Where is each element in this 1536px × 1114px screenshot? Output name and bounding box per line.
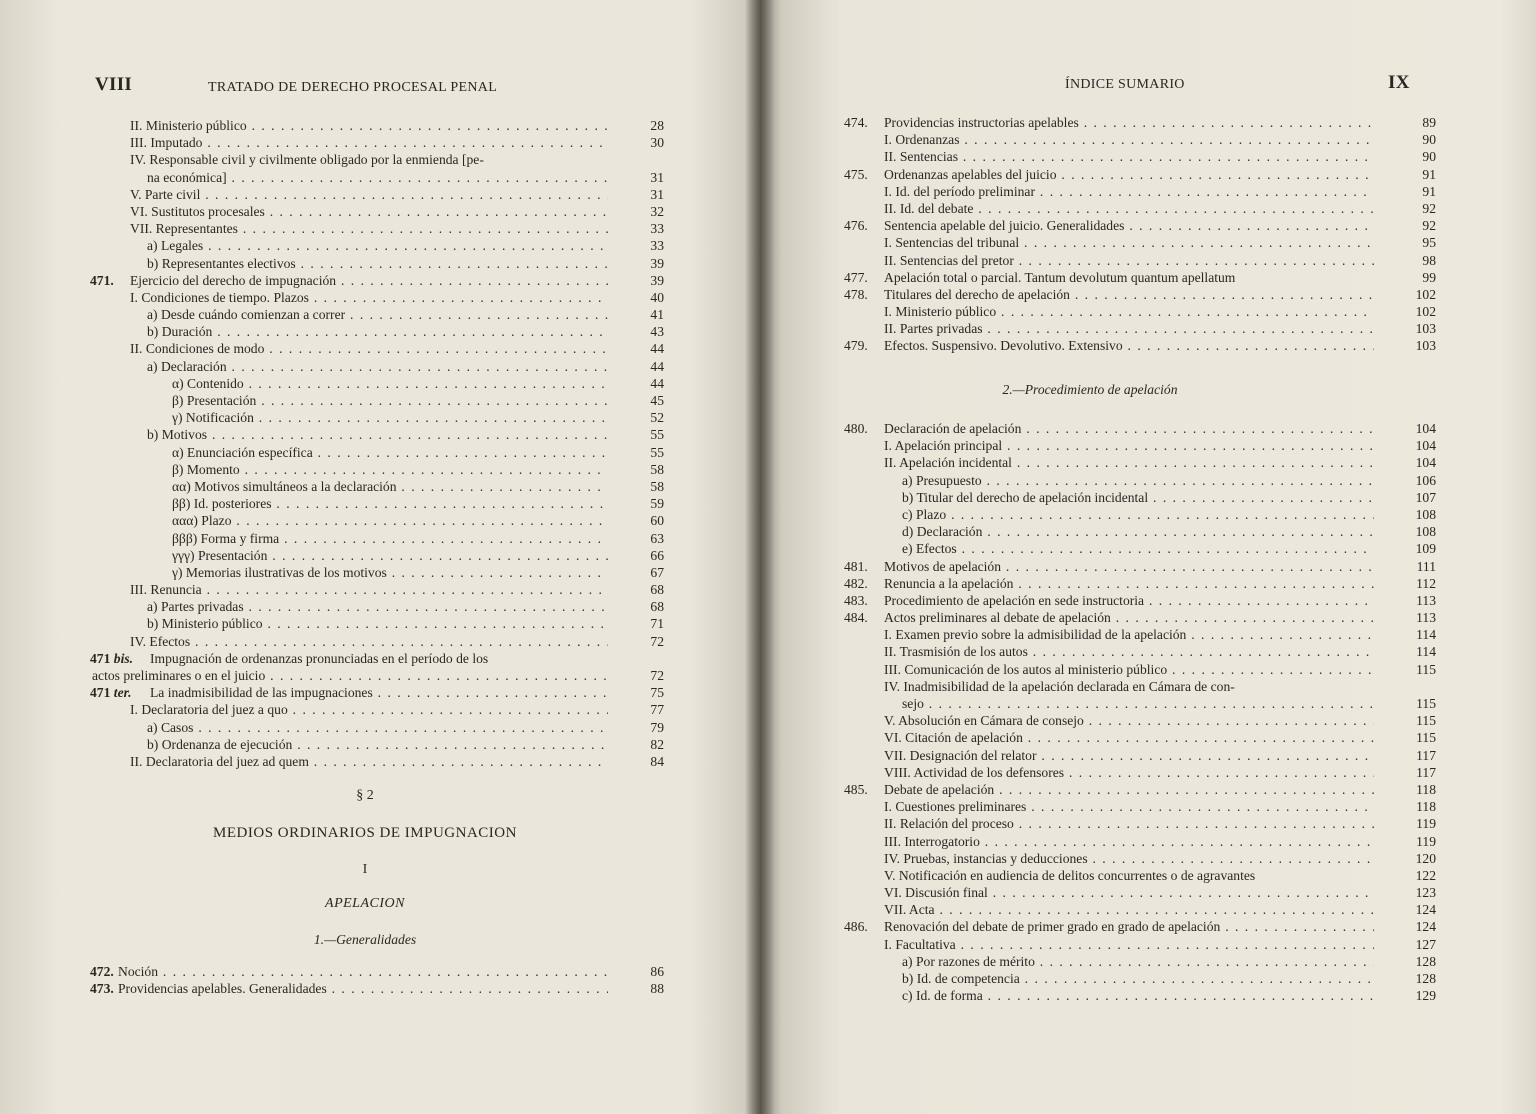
- toc-entry-page: 123: [1415, 885, 1436, 901]
- toc-entry-title: Titulares del derecho de apelación . . .: [884, 286, 1374, 303]
- toc-entry-page: 111: [1416, 558, 1436, 574]
- toc-entry-title: II. Partes privadas . . .: [884, 320, 1374, 337]
- toc-entry-title: La inadmisibilidad de las impugnaciones . . .: [150, 684, 608, 701]
- toc-entry-title: IV. Pruebas, instancias y deducciones . . .: [884, 850, 1374, 867]
- toc-entry-number: 480.: [844, 421, 868, 436]
- toc-entry-title: Actos preliminares al debate de apelación . . .: [884, 609, 1374, 626]
- toc-entry: [844, 558, 1436, 575]
- toc-entry-page: 66: [650, 547, 664, 563]
- toc-entry-title: V. Absolución en Cámara de consejo . . .: [884, 712, 1374, 729]
- toc-entry-page: 44: [650, 358, 664, 374]
- left-page: [0, 0, 760, 1114]
- right-page-number: IX: [1388, 72, 1410, 93]
- toc-entry-page: 102: [1415, 286, 1436, 302]
- toc-entry: [90, 220, 665, 237]
- toc-entry: [844, 953, 1436, 970]
- toc-entry: [844, 798, 1436, 815]
- toc-entry-number: 483.: [844, 592, 868, 608]
- toc-entry: [844, 200, 1436, 217]
- toc-entry-title: a) Por razones de mérito . . .: [902, 953, 1374, 970]
- toc-entry: [90, 392, 665, 409]
- toc-entry-page: 44: [650, 341, 664, 357]
- toc-entry-title: IV. Efectos . . .: [130, 633, 608, 650]
- toc-entry-page: 115: [1416, 661, 1436, 677]
- toc-entry: [844, 217, 1436, 234]
- toc-entry-title: I. Cuestiones preliminares . . .: [884, 798, 1374, 815]
- toc-entry-page: 41: [650, 307, 664, 323]
- toc-entry: [90, 255, 665, 272]
- toc-entry-number: 486.: [844, 919, 868, 935]
- toc-entry-number: 471 bis.: [90, 650, 134, 666]
- roman-heading: I: [362, 862, 368, 877]
- toc-entry: [90, 963, 665, 980]
- toc-entry-page: 117: [1416, 764, 1436, 780]
- toc-entry-title: β) Presentación . . .: [172, 392, 608, 409]
- toc-entry-page: 108: [1415, 506, 1436, 522]
- toc-entry: [90, 186, 665, 203]
- toc-entry-title: II. Sentencias . . .: [884, 148, 1374, 165]
- toc-entry: [844, 850, 1436, 867]
- toc-entry-page: 124: [1415, 919, 1436, 935]
- toc-entry: [844, 437, 1436, 454]
- toc-entry-title: Declaración de apelación . . .: [884, 420, 1374, 437]
- subchapter-2-title: 2.—Procedimiento de apelación: [1002, 382, 1178, 397]
- toc-entry: [844, 183, 1436, 200]
- toc-entry-page: 113: [1416, 592, 1436, 608]
- toc-entry-title: a) Presupuesto . . .: [902, 472, 1374, 489]
- toc-entry-page: 115: [1416, 696, 1436, 711]
- toc-entry-number: 477.: [844, 269, 868, 285]
- toc-entry: [90, 512, 665, 529]
- toc-entry-page: 63: [650, 530, 664, 546]
- toc-entry-title: γγγ) Presentación . . .: [172, 547, 608, 564]
- toc-entry-page: 115: [1416, 730, 1436, 746]
- toc-entry: [90, 323, 665, 340]
- toc-entry: [844, 661, 1436, 678]
- toc-entry-page: 45: [650, 393, 664, 408]
- toc-entry-title: Motivos de apelación . . .: [884, 558, 1374, 575]
- toc-entry-page: 90: [1422, 132, 1436, 148]
- toc-entry-title: III. Comunicación de los autos al ministerio público . . .: [884, 661, 1374, 678]
- toc-entry: [844, 592, 1436, 609]
- toc-entry: [90, 134, 665, 151]
- toc-entry-title: βββ) Forma y firma . . .: [172, 530, 608, 547]
- toc-entry: [844, 286, 1436, 303]
- toc-entry-page: 118: [1416, 799, 1436, 815]
- toc-entry: [844, 575, 1436, 592]
- toc-entry: [844, 454, 1436, 471]
- toc-entry-title: b) Titular del derecho de apelación incidental . . .: [902, 489, 1374, 506]
- toc-entry-page: 114: [1416, 644, 1436, 660]
- toc-entry-title: VI. Citación de apelación . . .: [884, 729, 1374, 746]
- toc-entry-title: I. Examen previo sobre la admisibilidad de la apelación . . .: [884, 626, 1374, 643]
- toc-entry: [844, 523, 1436, 540]
- toc-entry-title: I. Apelación principal . . .: [884, 437, 1374, 454]
- toc-entry: [844, 747, 1436, 764]
- toc-entry: [844, 833, 1436, 850]
- toc-entry-page: 39: [650, 272, 664, 288]
- toc-entry: [90, 495, 665, 512]
- toc-entry-page: 31: [650, 186, 664, 202]
- right-running-head: ÍNDICE SUMARIO: [1065, 77, 1185, 92]
- toc-entry: [844, 987, 1436, 1004]
- toc-entry: [90, 980, 665, 997]
- toc-entry-page: 102: [1415, 304, 1436, 320]
- toc-entry-page: 77: [650, 702, 664, 718]
- toc-entry-page: 122: [1415, 867, 1436, 883]
- toc-entry-page: 113: [1416, 610, 1436, 626]
- toc-entry-title: b) Representantes electivos . . .: [147, 255, 608, 272]
- book-gutter: [745, 0, 775, 1114]
- toc-entry-title: b) Ministerio público . . .: [147, 615, 608, 632]
- toc-entry-title: Renuncia a la apelación . . .: [884, 575, 1374, 592]
- toc-entry-title: b) Ordenanza de ejecución . . .: [147, 736, 608, 753]
- toc-entry-page: 90: [1422, 149, 1436, 165]
- toc-entry: [844, 166, 1436, 183]
- toc-entry-page: 98: [1422, 252, 1436, 268]
- toc-entry-title: e) Efectos . . .: [902, 540, 1374, 557]
- toc-entry-page: 32: [650, 203, 664, 219]
- toc-entry-title: V. Parte civil . . .: [130, 186, 608, 203]
- toc-entry: [90, 151, 665, 168]
- toc-entry-title: a) Partes privadas . . .: [147, 598, 608, 615]
- toc-entry-page: 107: [1415, 489, 1436, 505]
- toc-entry-number: 479.: [844, 338, 868, 354]
- toc-entry: [90, 633, 665, 650]
- toc-entry-title: II. Relación del proceso . . .: [884, 815, 1374, 832]
- toc-entry-page: 120: [1415, 850, 1436, 866]
- toc-entry: [90, 478, 665, 495]
- toc-entry-page: 52: [650, 410, 664, 426]
- toc-entry-title: Ejercicio del derecho de impugnación . . .: [130, 272, 608, 289]
- toc-entry-page: 91: [1422, 166, 1436, 182]
- toc-entry-page: 119: [1416, 833, 1436, 849]
- toc-entry-page: 88: [650, 981, 664, 997]
- toc-entry-page: 72: [650, 633, 664, 649]
- toc-entry-title: III. Imputado . . .: [130, 134, 608, 151]
- toc-entry: [844, 781, 1436, 798]
- toc-entry: [844, 901, 1436, 918]
- toc-entry-page: 86: [650, 964, 664, 979]
- toc-entry: [844, 131, 1436, 148]
- toc-entry-title: αα) Motivos simultáneos a la declaración . . .: [172, 478, 608, 495]
- toc-entry: [90, 684, 665, 701]
- left-toc: [90, 117, 665, 770]
- toc-entry: [844, 234, 1436, 251]
- toc-entry: [844, 936, 1436, 953]
- toc-entry-page: 60: [650, 513, 664, 529]
- toc-entry: [844, 489, 1436, 506]
- toc-entry-page: 104: [1415, 455, 1436, 471]
- toc-entry: [90, 117, 665, 134]
- toc-entry-title: V. Notificación en audiencia de delitos concurrentes o de agravantes: [884, 867, 1256, 883]
- toc-entry-page: 104: [1415, 421, 1436, 436]
- toc-entry: [90, 237, 665, 254]
- toc-entry-title: Ordenanzas apelables del juicio . . .: [884, 166, 1374, 183]
- toc-entry-number: 481.: [844, 558, 868, 574]
- toc-entry-page: 75: [650, 685, 664, 701]
- toc-entry: [90, 375, 665, 392]
- toc-entry: [844, 695, 1436, 712]
- toc-entry-title: Impugnación de ordenanzas pronunciadas en el período de los: [150, 650, 489, 666]
- toc-entry-page: 59: [650, 496, 664, 512]
- toc-entry-title: I. Condiciones de tiempo. Plazos . . .: [130, 289, 608, 306]
- toc-entry: [844, 712, 1436, 729]
- toc-entry-page: 114: [1416, 627, 1436, 643]
- toc-entry: [844, 252, 1436, 269]
- toc-entry-title: VII. Representantes . . .: [130, 220, 608, 237]
- toc-entry-title: I. Id. del período preliminar . . .: [884, 183, 1374, 200]
- toc-entry: [844, 764, 1436, 781]
- toc-entry-page: 68: [650, 582, 664, 598]
- toc-entry-page: 104: [1415, 438, 1436, 454]
- toc-entry-number: 474.: [844, 115, 868, 130]
- right-page: [760, 0, 1536, 1114]
- toc-entry-title: c) Plazo . . .: [902, 506, 1374, 523]
- toc-entry: [90, 358, 665, 375]
- toc-entry: [844, 114, 1436, 131]
- chapter-title: APELACION: [325, 896, 405, 911]
- toc-entry-title: II. Trasmisión de los autos . . .: [884, 643, 1374, 660]
- toc-entry: [844, 148, 1436, 165]
- toc-entry-title: II. Id. del debate . . .: [884, 200, 1374, 217]
- toc-entry-page: 91: [1422, 183, 1436, 199]
- right-toc-2: [844, 420, 1436, 1004]
- toc-entry-page: 117: [1416, 747, 1436, 763]
- toc-entry-page: 28: [650, 118, 664, 133]
- toc-entry: [844, 970, 1436, 987]
- toc-entry: [90, 615, 665, 632]
- toc-entry: [90, 581, 665, 598]
- toc-entry-title: Noción . . .: [118, 963, 608, 980]
- toc-entry-title: a) Legales . . .: [147, 237, 608, 254]
- toc-entry: [844, 420, 1436, 437]
- toc-entry-page: 43: [650, 324, 664, 340]
- toc-entry-title: Efectos. Suspensivo. Devolutivo. Extensivo . . .: [884, 337, 1374, 354]
- right-toc: [844, 114, 1436, 355]
- toc-entry-page: 89: [1422, 115, 1436, 130]
- toc-entry-page: 44: [650, 375, 664, 391]
- toc-entry-page: 106: [1415, 472, 1436, 488]
- toc-entry: [90, 598, 665, 615]
- toc-entry-page: 112: [1416, 575, 1436, 591]
- toc-entry-page: 68: [650, 599, 664, 615]
- left-page-number: VIII: [95, 74, 133, 95]
- toc-entry-number: 482.: [844, 575, 868, 591]
- toc-entry-number: 471.: [90, 272, 114, 288]
- toc-entry-page: 108: [1415, 524, 1436, 540]
- toc-entry: [90, 169, 665, 186]
- toc-entry-title: a) Casos . . .: [147, 719, 608, 736]
- toc-entry: [844, 867, 1436, 884]
- toc-entry-number: 478.: [844, 286, 868, 302]
- toc-entry-page: 118: [1416, 781, 1436, 797]
- toc-entry-title: III. Renuncia . . .: [130, 581, 608, 598]
- toc-entry-number: 471 ter.: [90, 685, 132, 701]
- toc-entry-title: I. Declaratoria del juez a quo . . .: [130, 701, 608, 718]
- toc-entry-title: I. Ordenanzas . . .: [884, 131, 1374, 148]
- toc-entry-title: ααα) Plazo . . .: [172, 512, 608, 529]
- toc-entry-page: 129: [1415, 988, 1436, 1004]
- toc-entry-page: 103: [1415, 338, 1436, 354]
- section-mark: § 2: [356, 788, 374, 803]
- toc-entry-title: VI. Discusión final . . .: [884, 884, 1374, 901]
- toc-entry-title: VII. Acta . . .: [884, 901, 1374, 918]
- toc-entry-page: 72: [650, 668, 664, 683]
- toc-entry-title: II. Condiciones de modo . . .: [130, 340, 608, 357]
- toc-entry-title: d) Declaración . . .: [902, 523, 1374, 540]
- toc-entry-title: III. Interrogatorio . . .: [884, 833, 1374, 850]
- toc-entry-page: 71: [650, 616, 664, 632]
- toc-entry: [844, 609, 1436, 626]
- toc-entry-number: 485.: [844, 781, 868, 797]
- toc-entry-page: 67: [650, 564, 664, 580]
- toc-entry-page: 33: [650, 238, 664, 254]
- toc-entry-page: 79: [650, 719, 664, 735]
- toc-entry: [90, 701, 665, 718]
- toc-entry-title: c) Id. de forma . . .: [902, 987, 1374, 1004]
- toc-entry: [844, 815, 1436, 832]
- toc-entry-title: II. Declaratoria del juez ad quem . . .: [130, 753, 608, 770]
- toc-entry-page: 84: [650, 753, 664, 769]
- toc-entry-page: 99: [1422, 269, 1436, 285]
- toc-entry: [90, 530, 665, 547]
- toc-entry: [90, 306, 665, 323]
- toc-entry-title: na económica] . . .: [147, 169, 608, 186]
- toc-entry: [844, 643, 1436, 660]
- toc-entry-title: II. Apelación incidental . . .: [884, 454, 1374, 471]
- toc-entry: [90, 650, 665, 667]
- toc-entry-number: 475.: [844, 166, 868, 182]
- toc-entry: [90, 564, 665, 581]
- toc-entry: [844, 320, 1436, 337]
- toc-entry: [844, 540, 1436, 557]
- toc-entry-title: I. Sentencias del tribunal . . .: [884, 234, 1374, 251]
- toc-entry: [90, 289, 665, 306]
- toc-entry-page: 95: [1422, 235, 1436, 251]
- subchapter-title: 1.—Generalidades: [313, 932, 417, 947]
- toc-entry-title: I. Ministerio público . . .: [884, 303, 1374, 320]
- toc-entry: [90, 340, 665, 357]
- toc-entry-page: 82: [650, 736, 664, 752]
- toc-entry: [90, 547, 665, 564]
- toc-entry: [90, 753, 665, 770]
- toc-entry: [90, 736, 665, 753]
- toc-entry-number: 476.: [844, 218, 868, 234]
- toc-entry-number: 472.: [90, 964, 114, 979]
- toc-entry-title: VII. Designación del relator . . .: [884, 747, 1374, 764]
- toc-entry-title: Providencias instructorias apelables . . .: [884, 114, 1374, 131]
- toc-entry-title: γ) Notificación . . .: [172, 409, 608, 426]
- toc-entry-title: I. Facultativa . . .: [884, 936, 1374, 953]
- toc-entry-title: b) Motivos . . .: [147, 426, 608, 443]
- toc-entry: [844, 918, 1436, 935]
- toc-entry-page: 92: [1422, 218, 1436, 234]
- toc-entry-title: VI. Sustitutos procesales . . .: [130, 203, 608, 220]
- toc-entry: [90, 426, 665, 443]
- toc-entry-page: 33: [650, 221, 664, 237]
- toc-entry-title: VIII. Actividad de los defensores . . .: [884, 764, 1374, 781]
- toc-entry-title: b) Duración . . .: [147, 323, 608, 340]
- toc-entry: [844, 303, 1436, 320]
- toc-entry-title: IV. Inadmisibilidad de la apelación declarada en Cámara de con-: [884, 678, 1235, 694]
- toc-entry-page: 92: [1422, 200, 1436, 216]
- toc-entry: [844, 626, 1436, 643]
- toc-entry-title: γ) Memorias ilustrativas de los motivos . . .: [172, 564, 608, 581]
- toc-entry-page: 31: [650, 169, 664, 185]
- toc-entry-title: Debate de apelación . . .: [884, 781, 1374, 798]
- left-bottom-toc: [90, 963, 665, 997]
- toc-entry: [90, 461, 665, 478]
- toc-entry-page: 55: [650, 427, 664, 443]
- toc-entry-title: Sentencia apelable del juicio. Generalidades . . .: [884, 217, 1374, 234]
- toc-entry-page: 103: [1415, 321, 1436, 337]
- toc-entry: [844, 884, 1436, 901]
- toc-entry-page: 58: [650, 478, 664, 494]
- left-running-head: TRATADO DE DERECHO PROCESAL PENAL: [208, 80, 498, 95]
- toc-entry-title: a) Desde cuándo comienzan a correr . . .: [147, 306, 608, 323]
- toc-entry-page: 128: [1415, 971, 1436, 986]
- toc-entry-title: α) Enunciación específica . . .: [172, 444, 608, 461]
- toc-entry-page: 124: [1415, 902, 1436, 918]
- toc-entry: [90, 719, 665, 736]
- toc-entry: [844, 678, 1436, 695]
- toc-entry-page: 30: [650, 135, 664, 151]
- toc-entry: [844, 729, 1436, 746]
- toc-entry-title: IV. Responsable civil y civilmente obligado por la enmienda [pe-: [130, 152, 484, 168]
- section-title: MEDIOS ORDINARIOS DE IMPUGNACION: [213, 825, 517, 841]
- toc-entry-title: Procedimiento de apelación en sede instructoria . . .: [884, 592, 1374, 609]
- toc-entry-page: 115: [1416, 713, 1436, 729]
- toc-entry-title: α) Contenido . . .: [172, 375, 608, 392]
- toc-entry: [90, 409, 665, 426]
- toc-entry-title: b) Id. de competencia . . .: [902, 970, 1374, 987]
- toc-entry-title: sejo . . .: [902, 695, 1374, 712]
- toc-entry-page: 58: [650, 461, 664, 477]
- toc-entry-page: 128: [1415, 953, 1436, 969]
- toc-entry-page: 39: [650, 255, 664, 271]
- toc-entry: [844, 506, 1436, 523]
- toc-entry: [844, 472, 1436, 489]
- toc-entry-title: Apelación total o parcial. Tantum devolutum quantum apellatum: [884, 269, 1236, 285]
- toc-entry-title: β) Momento . . .: [172, 461, 608, 478]
- toc-entry-title: ββ) Id. posteriores . . .: [172, 495, 608, 512]
- toc-entry-title: actos preliminares o en el juicio . . .: [92, 667, 608, 684]
- toc-entry-number: 484.: [844, 610, 868, 626]
- toc-entry: [90, 444, 665, 461]
- toc-entry-page: 109: [1415, 541, 1436, 557]
- toc-entry-number: 473.: [90, 981, 114, 997]
- toc-entry-page: 55: [650, 444, 664, 460]
- toc-entry-page: 127: [1415, 936, 1436, 952]
- toc-entry: [90, 667, 665, 684]
- toc-entry-page: 40: [650, 289, 664, 305]
- toc-entry-page: 119: [1416, 816, 1436, 832]
- toc-entry-title: Renovación del debate de primer grado en grado de apelación . . .: [884, 918, 1374, 935]
- toc-entry-title: a) Declaración . . .: [147, 358, 608, 375]
- toc-entry-title: II. Sentencias del pretor . . .: [884, 252, 1374, 269]
- toc-entry: [844, 269, 1436, 286]
- toc-entry-title: II. Ministerio público . . .: [130, 117, 608, 134]
- toc-entry: [90, 203, 665, 220]
- toc-entry: [844, 337, 1436, 354]
- toc-entry-title: Providencias apelables. Generalidades . . .: [118, 980, 608, 997]
- toc-entry: [90, 272, 665, 289]
